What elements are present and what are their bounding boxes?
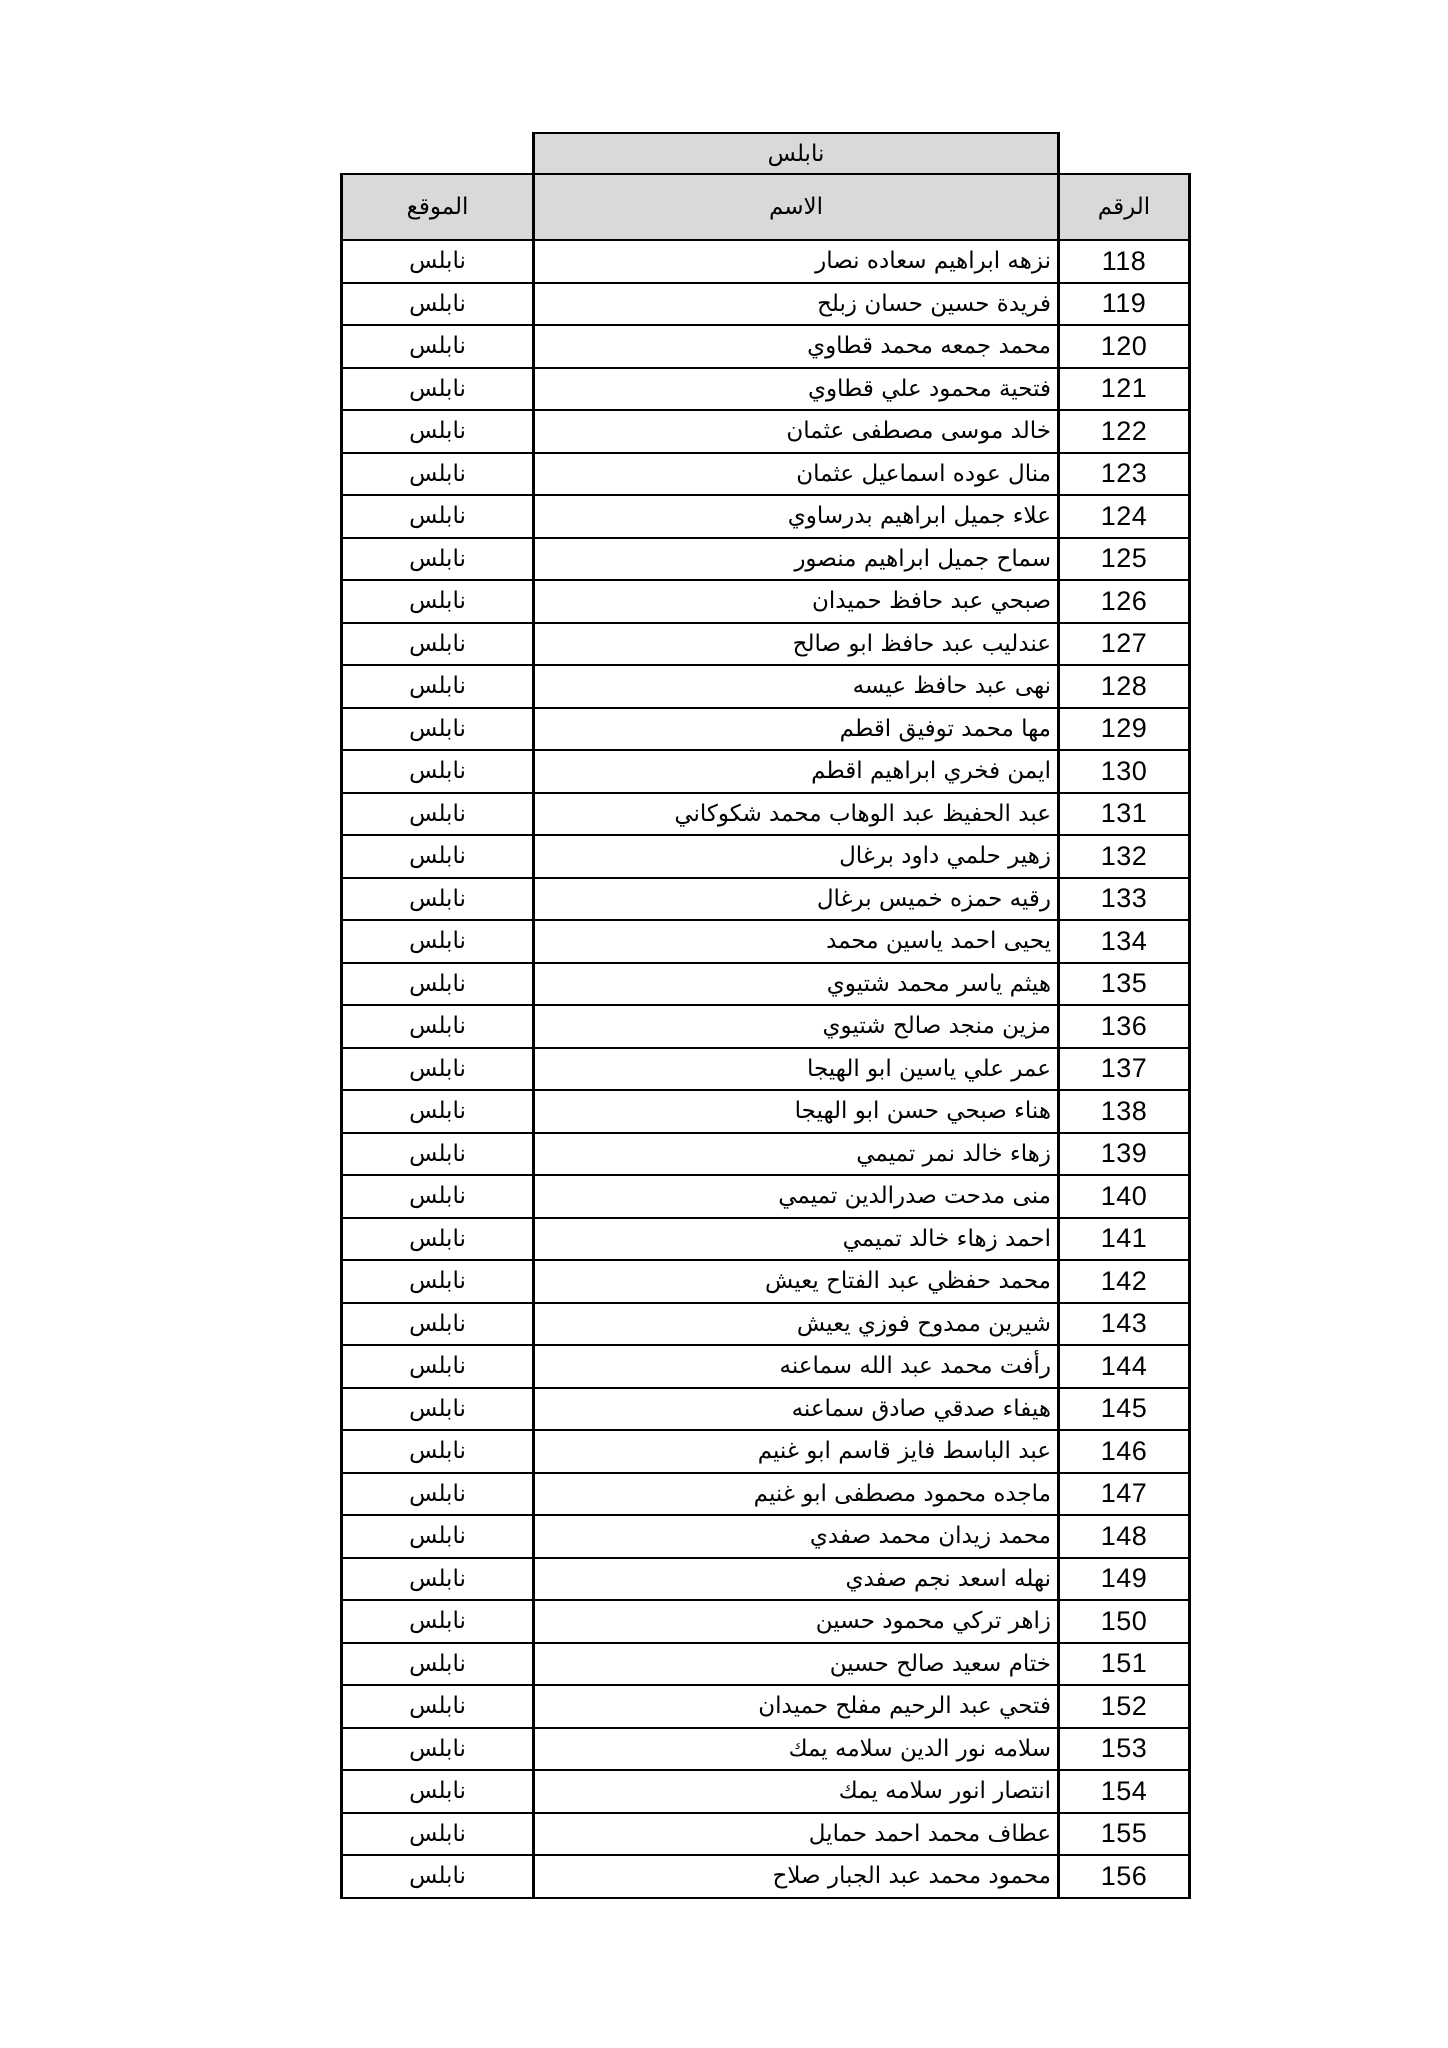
row-number-cell: 124 (1059, 495, 1190, 538)
table-row (342, 1600, 1190, 1643)
row-number-cell: 136 (1059, 1005, 1190, 1048)
table-row (342, 368, 1190, 411)
row-location-cell: نابلس (342, 878, 534, 921)
table-row (342, 963, 1190, 1006)
row-number-cell: 127 (1059, 623, 1190, 666)
table-row (342, 410, 1190, 453)
row-location-cell: نابلس (342, 538, 534, 581)
table-row (342, 1048, 1190, 1091)
row-number-cell: 148 (1059, 1515, 1190, 1558)
row-number-cell: 130 (1059, 750, 1190, 793)
table-row (342, 793, 1190, 836)
row-number-cell: 153 (1059, 1728, 1190, 1771)
table-row (342, 538, 1190, 581)
row-location-cell: نابلس (342, 1388, 534, 1431)
row-name-cell: انتصار انور سلامه يمك (534, 1770, 1059, 1813)
table-body (342, 133, 1190, 1898)
row-location-cell: نابلس (342, 1855, 534, 1898)
row-number-cell: 154 (1059, 1770, 1190, 1813)
row-location-cell: نابلس (342, 1133, 534, 1176)
row-name-cell: رأفت محمد عبد الله سماعنه (534, 1345, 1059, 1388)
row-location-cell: نابلس (342, 495, 534, 538)
table-row (342, 283, 1190, 326)
row-location-cell: نابلس (342, 1643, 534, 1686)
table-row (342, 1473, 1190, 1516)
row-number-cell: 122 (1059, 410, 1190, 453)
row-name-cell: شيرين ممدوح فوزي يعيش (534, 1303, 1059, 1346)
row-number-cell: 118 (1059, 240, 1190, 283)
row-name-cell: زهير حلمي داود برغال (534, 835, 1059, 878)
row-location-cell: نابلس (342, 793, 534, 836)
table-row (342, 1558, 1190, 1601)
row-location-cell: نابلس (342, 240, 534, 283)
row-number-cell: 126 (1059, 580, 1190, 623)
row-name-cell: نزهه ابراهيم سعاده نصار (534, 240, 1059, 283)
row-name-cell: رقيه حمزه خميس برغال (534, 878, 1059, 921)
table-row (342, 835, 1190, 878)
row-number-cell: 144 (1059, 1345, 1190, 1388)
row-number-cell: 156 (1059, 1855, 1190, 1898)
row-location-cell: نابلس (342, 1303, 534, 1346)
row-location-cell: نابلس (342, 1685, 534, 1728)
row-location-cell: نابلس (342, 1813, 534, 1856)
row-location-cell: نابلس (342, 1218, 534, 1261)
row-number-cell: 139 (1059, 1133, 1190, 1176)
row-name-cell: نهله اسعد نجم صفدي (534, 1558, 1059, 1601)
corner-spacer-left (342, 133, 534, 174)
table-title-cell: نابلس (534, 133, 1059, 174)
row-number-cell: 133 (1059, 878, 1190, 921)
row-location-cell: نابلس (342, 410, 534, 453)
row-number-cell: 149 (1059, 1558, 1190, 1601)
row-name-cell: عندليب عبد حافظ ابو صالح (534, 623, 1059, 666)
row-location-cell: نابلس (342, 1728, 534, 1771)
row-number-cell: 129 (1059, 708, 1190, 751)
row-number-cell: 137 (1059, 1048, 1190, 1091)
table-row (342, 1345, 1190, 1388)
row-number-cell: 125 (1059, 538, 1190, 581)
table-row (342, 1515, 1190, 1558)
row-number-cell: 138 (1059, 1090, 1190, 1133)
row-location-cell: نابلس (342, 1090, 534, 1133)
row-number-cell: 145 (1059, 1388, 1190, 1431)
table-row (342, 1728, 1190, 1771)
row-number-cell: 121 (1059, 368, 1190, 411)
table-row (342, 623, 1190, 666)
row-number-cell: 128 (1059, 665, 1190, 708)
row-name-cell: محمد زيدان محمد صفدي (534, 1515, 1059, 1558)
row-name-cell: هناء صبحي حسن ابو الهيجا (534, 1090, 1059, 1133)
row-number-cell: 123 (1059, 453, 1190, 496)
table-row (342, 580, 1190, 623)
row-number-cell: 135 (1059, 963, 1190, 1006)
row-location-cell: نابلس (342, 1260, 534, 1303)
row-location-cell: نابلس (342, 1558, 534, 1601)
table-row (342, 1388, 1190, 1431)
table-row (342, 750, 1190, 793)
row-name-cell: علاء جميل ابراهيم بدرساوي (534, 495, 1059, 538)
row-location-cell: نابلس (342, 453, 534, 496)
row-number-cell: 146 (1059, 1430, 1190, 1473)
table-row (342, 1813, 1190, 1856)
row-name-cell: منى مدحت صدرالدين تميمي (534, 1175, 1059, 1218)
table-row (342, 495, 1190, 538)
row-name-cell: فتحية محمود علي قطاوي (534, 368, 1059, 411)
row-name-cell: هيفاء صدقي صادق سماعنه (534, 1388, 1059, 1431)
row-name-cell: عمر علي ياسين ابو الهيجا (534, 1048, 1059, 1091)
row-number-cell: 132 (1059, 835, 1190, 878)
row-name-cell: سماح جميل ابراهيم منصور (534, 538, 1059, 581)
table-row (342, 920, 1190, 963)
title-row (342, 133, 1190, 174)
row-name-cell: زاهر تركي محمود حسين (534, 1600, 1059, 1643)
table-row (342, 1175, 1190, 1218)
table-row (342, 1855, 1190, 1898)
row-name-cell: ايمن فخري ابراهيم اقطم (534, 750, 1059, 793)
row-location-cell: نابلس (342, 708, 534, 751)
row-number-cell: 119 (1059, 283, 1190, 326)
row-name-cell: عطاف محمد احمد حمايل (534, 1813, 1059, 1856)
table-row (342, 240, 1190, 283)
row-location-cell: نابلس (342, 920, 534, 963)
row-name-cell: احمد زهاء خالد تميمي (534, 1218, 1059, 1261)
row-location-cell: نابلس (342, 1430, 534, 1473)
table-row (342, 708, 1190, 751)
row-location-cell: نابلس (342, 623, 534, 666)
row-location-cell: نابلس (342, 1515, 534, 1558)
row-number-cell: 147 (1059, 1473, 1190, 1516)
row-number-cell: 131 (1059, 793, 1190, 836)
table-row (342, 1090, 1190, 1133)
row-number-cell: 143 (1059, 1303, 1190, 1346)
row-name-cell: صبحي عبد حافظ حميدان (534, 580, 1059, 623)
row-location-cell: نابلس (342, 580, 534, 623)
row-name-cell: نهى عبد حافظ عيسه (534, 665, 1059, 708)
row-name-cell: مها محمد توفيق اقطم (534, 708, 1059, 751)
row-location-cell: نابلس (342, 750, 534, 793)
corner-spacer-right (1059, 133, 1190, 174)
row-name-cell: خالد موسى مصطفى عثمان (534, 410, 1059, 453)
column-header-name: الاسم (534, 174, 1059, 240)
row-number-cell: 141 (1059, 1218, 1190, 1261)
row-name-cell: منال عوده اسماعيل عثمان (534, 453, 1059, 496)
table-row (342, 453, 1190, 496)
row-location-cell: نابلس (342, 283, 534, 326)
table-row (342, 1430, 1190, 1473)
table-row (342, 1685, 1190, 1728)
table-row (342, 1770, 1190, 1813)
row-name-cell: عبد الباسط فايز قاسم ابو غنيم (534, 1430, 1059, 1473)
header-row (342, 174, 1190, 240)
row-name-cell: عبد الحفيظ عبد الوهاب محمد شكوكاني (534, 793, 1059, 836)
row-name-cell: محمود محمد عبد الجبار صلاح (534, 1855, 1059, 1898)
column-header-number: الرقم (1059, 174, 1190, 240)
document-page (340, 132, 1191, 1899)
row-number-cell: 134 (1059, 920, 1190, 963)
table-row (342, 1643, 1190, 1686)
row-number-cell: 151 (1059, 1643, 1190, 1686)
row-location-cell: نابلس (342, 1345, 534, 1388)
row-name-cell: فتحي عبد الرحيم مفلح حميدان (534, 1685, 1059, 1728)
row-name-cell: يحيى احمد ياسين محمد (534, 920, 1059, 963)
row-name-cell: محمد حفظي عبد الفتاح يعيش (534, 1260, 1059, 1303)
row-name-cell: زهاء خالد نمر تميمي (534, 1133, 1059, 1176)
table-row (342, 665, 1190, 708)
row-name-cell: ختام سعيد صالح حسين (534, 1643, 1059, 1686)
table-row (342, 1005, 1190, 1048)
row-location-cell: نابلس (342, 1473, 534, 1516)
row-number-cell: 150 (1059, 1600, 1190, 1643)
row-location-cell: نابلس (342, 325, 534, 368)
row-location-cell: نابلس (342, 665, 534, 708)
row-location-cell: نابلس (342, 1048, 534, 1091)
table-row (342, 1303, 1190, 1346)
row-location-cell: نابلس (342, 1770, 534, 1813)
table-row (342, 1218, 1190, 1261)
row-name-cell: سلامه نور الدين سلامه يمك (534, 1728, 1059, 1771)
table-row (342, 1133, 1190, 1176)
row-number-cell: 142 (1059, 1260, 1190, 1303)
row-location-cell: نابلس (342, 835, 534, 878)
column-header-location: الموقع (342, 174, 534, 240)
row-location-cell: نابلس (342, 1600, 534, 1643)
row-number-cell: 120 (1059, 325, 1190, 368)
row-name-cell: هيثم ياسر محمد شتيوي (534, 963, 1059, 1006)
row-location-cell: نابلس (342, 1175, 534, 1218)
table-row (342, 878, 1190, 921)
row-name-cell: ماجده محمود مصطفى ابو غنيم (534, 1473, 1059, 1516)
row-name-cell: فريدة حسين حسان زبلح (534, 283, 1059, 326)
row-location-cell: نابلس (342, 1005, 534, 1048)
row-location-cell: نابلس (342, 963, 534, 1006)
row-name-cell: مزين منجد صالح شتيوي (534, 1005, 1059, 1048)
roster-table (340, 132, 1191, 1899)
table-row (342, 1260, 1190, 1303)
row-name-cell: محمد جمعه محمد قطاوي (534, 325, 1059, 368)
row-number-cell: 152 (1059, 1685, 1190, 1728)
row-number-cell: 155 (1059, 1813, 1190, 1856)
row-location-cell: نابلس (342, 368, 534, 411)
row-number-cell: 140 (1059, 1175, 1190, 1218)
table-row (342, 325, 1190, 368)
